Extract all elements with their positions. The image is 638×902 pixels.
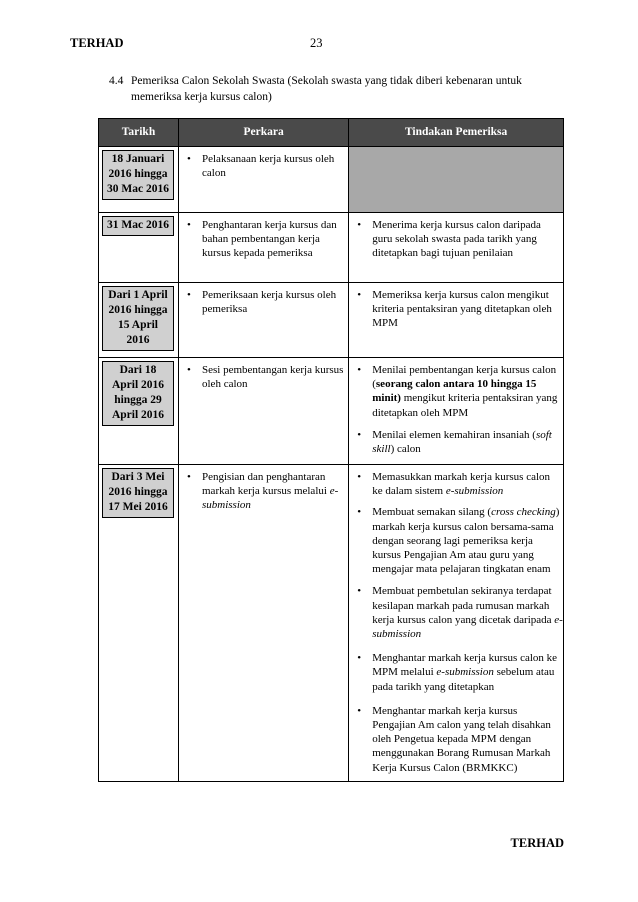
date-cell — [99, 283, 179, 358]
list-item: • Sesi pembentangan kerja kursus oleh calon — [179, 363, 348, 391]
list-item: • Membuat semakan silang (cross checking) markah kerja kursus calon bersama-sama dengan seorang lagi pemeriksa kerja kursus Pengajian Am atau guru yang mengajar mata pelajaran tingkatan enam — [349, 505, 563, 576]
tindakan-cell — [349, 283, 564, 358]
date-cell — [99, 358, 179, 465]
list-item: • Menghantar markah kerja kursus Pengajian Am calon yang telah disahkan oleh Pengetua kepada MPM dengan menggunakan Borang Rumusan Markah Kerja Kursus Calon (BRMKKC) — [349, 704, 563, 775]
list-item: • Membuat pembetulan sekiranya terdapat kesilapan markah pada rumusan markah kerja kursus calon yang dicetak daripada e-submission — [349, 584, 563, 641]
section-number: 4.4 — [109, 75, 124, 87]
section-heading — [109, 74, 564, 105]
section-title-continued: memeriksa kerja kursus calon) — [131, 90, 272, 103]
date-cell — [99, 213, 179, 283]
table-header-row — [99, 119, 564, 147]
date-box: 18 Januari 2016 hingga 30 Mac 2016 — [102, 150, 174, 200]
tindakan-cell — [349, 465, 564, 782]
column-header-perkara: Perkara — [179, 119, 349, 147]
list-item: • Pengisian dan penghantaran markah kerja kursus melalui e-submission — [179, 470, 348, 513]
table-row — [99, 465, 564, 782]
table-row — [99, 358, 564, 465]
tindakan-cell — [349, 213, 564, 283]
list-item: • Memeriksa kerja kursus calon mengikut kriteria pentaksiran yang ditetapkan oleh MPM — [349, 288, 563, 331]
footer-classification: TERHAD — [510, 836, 564, 850]
list-item: • Menghantar markah kerja kursus calon ke MPM melalui e-submission sebelum atau pada tarikh yang ditetapkan — [349, 651, 563, 694]
table-row — [99, 147, 564, 213]
perkara-cell — [179, 147, 349, 213]
perkara-cell — [179, 283, 349, 358]
section-title: Pemeriksa Calon Sekolah Swasta (Sekolah swasta yang tidak diberi kebenaran untuk — [131, 75, 522, 87]
list-item: • Menilai pembentangan kerja kursus calon (seorang calon antara 10 hingga 15 minit) mengikut kriteria pentaksiran yang ditetapkan oleh MPM — [349, 363, 563, 420]
tindakan-cell — [349, 358, 564, 465]
table-row — [99, 213, 564, 283]
date-cell — [99, 147, 179, 213]
list-item: • Menerima kerja kursus calon daripada guru sekolah swasta pada tarikh yang ditetapkan bagi tujuan penilaian — [349, 218, 563, 261]
list-item: • Menilai elemen kemahiran insaniah (soft skill) calon — [349, 428, 563, 456]
perkara-cell — [179, 465, 349, 782]
list-item: • Pelaksanaan kerja kursus oleh calon — [179, 152, 348, 180]
date-box: Dari 18 April 2016 hingga 29 April 2016 — [102, 361, 174, 426]
column-header-tarikh: Tarikh — [99, 119, 179, 147]
list-item: • Penghantaran kerja kursus dan bahan pembentangan kerja kursus kepada pemeriksa — [179, 218, 348, 261]
date-cell — [99, 465, 179, 782]
date-box: Dari 3 Mei 2016 hingga 17 Mei 2016 — [102, 468, 174, 518]
page-number: 23 — [310, 36, 323, 50]
perkara-cell — [179, 213, 349, 283]
list-item: • Memasukkan markah kerja kursus calon ke dalam sistem e-submission — [349, 470, 563, 498]
header-classification: TERHAD — [70, 36, 124, 50]
column-header-tindakan: Tindakan Pemeriksa — [349, 119, 564, 147]
tindakan-cell-empty — [349, 147, 564, 213]
perkara-cell — [179, 358, 349, 465]
date-box: 31 Mac 2016 — [102, 216, 174, 236]
date-box: Dari 1 April 2016 hingga 15 April 2016 — [102, 286, 174, 351]
schedule-table — [98, 118, 564, 782]
list-item: • Pemeriksaan kerja kursus oleh pemeriksa — [179, 288, 348, 316]
table-row — [99, 283, 564, 358]
